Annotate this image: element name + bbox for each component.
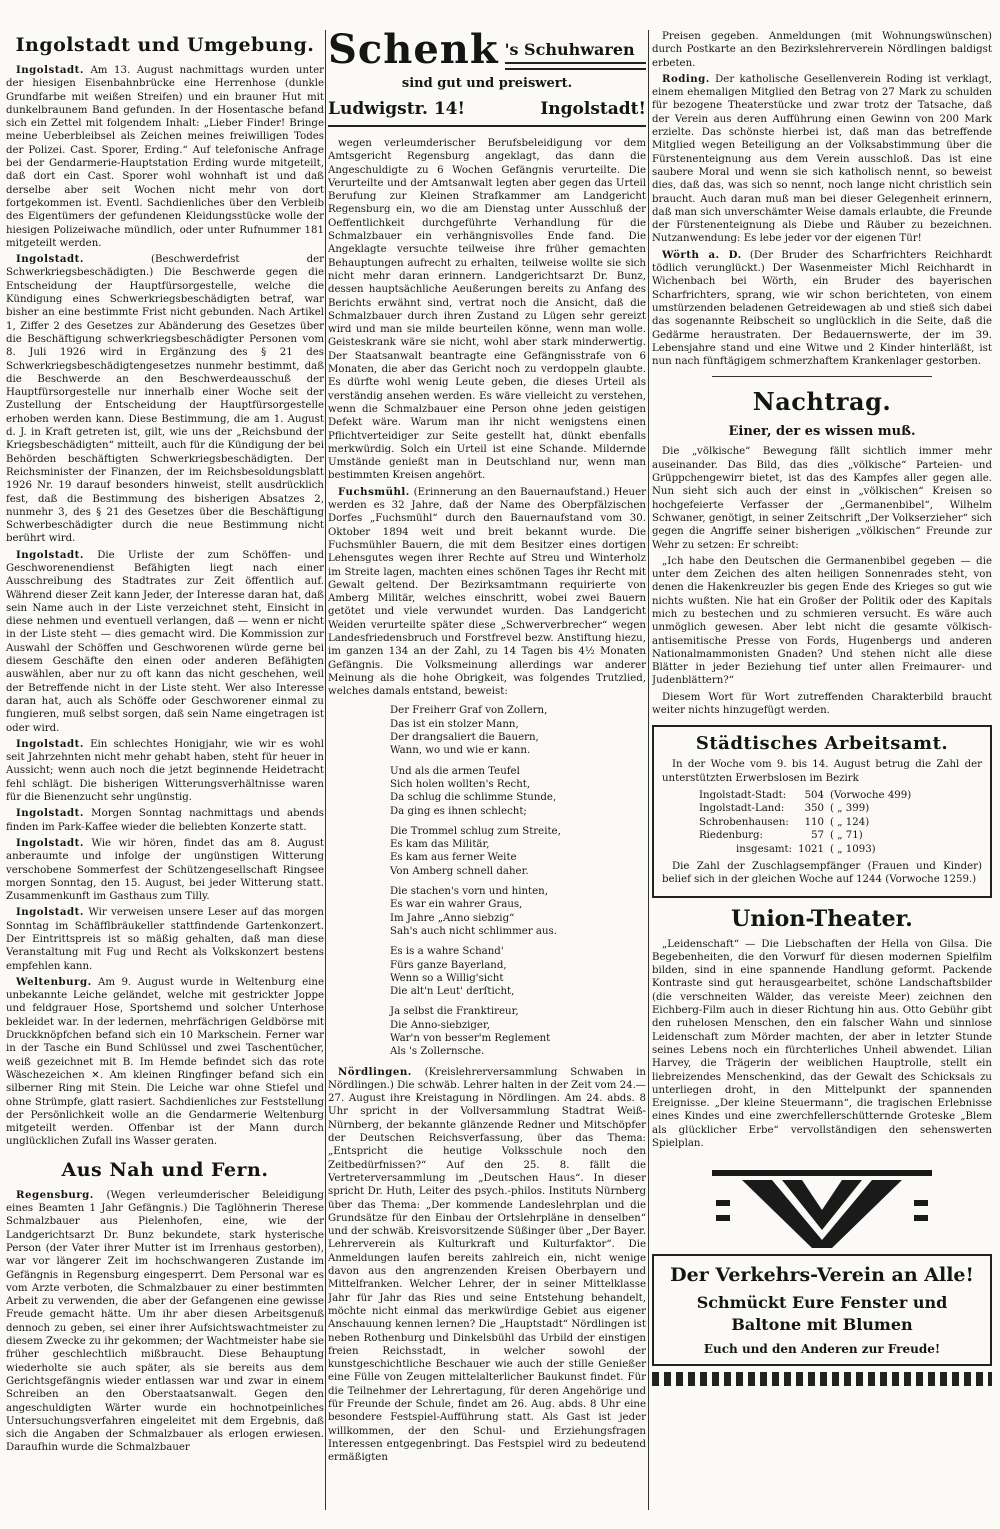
article-text: (Kreislehrerversammlung Schwaben in Nördlingen.) Die schwäb. Lehrer halten in der Zeit vom 24.—27. August ihre Kreistagung in Nördlingen. Am 24. abds. 8 Uhr spricht in der Vollversammlung Stadtrat Weiß-Nürnberg, der bekannte glänzende Redner und Mitschöpfer der Deutschen Reichsverfassung, über das Thema: „Entspricht die heutige Volksschule noch den Zeitbedürfnissen?“ Auf den 25. 8. fällt die Vertreterversammlung im „Deutschen Haus“. In dieser spricht Dr. Huth, Leiter des psych.-philos. Instituts Nürnberg über das Thema: „Der kommende Landeslehrplan und die Grundsätze für den Einbau der Ortslehrpläne in denselben“ und der schwäb. Kreisvorsitzende Süßinger über „Der Bayer. Lehrerverein als Kulturkraft und Kulturfaktor“. Die Anmeldungen laufen bereits zahlreich ein, nicht wenige davon aus den angrenzenden Kreisen Oberbayern und Mittelfranken. Welcher Lehrer, der in seiner Mittelklasse Jahr für Jahr das Ries und seine Entstehung behandelt, möchte nicht einmal das merkwürdige Gebiet aus eigener Anschauung kennen lernen? Die „Hauptstadt“ Nördlingen ist neben Rothenburg und Dinkelsbühl das Urbild der einstigen freien Reichsstadt, in welcher sowohl der kunstgeschichtliche Beschauer wie auch der stille Genießer eine Fülle von Zeugen mittelalterlicher Baukunst findet. Für die Teilnehmer der Lehrertagung, für deren Angehörige und für Freunde der Schule, findet am 26. Aug. abds. 8 Uhr eine besondere Festspiel-Aufführung statt. Als Gast ist jeder willkommen, der den Schul- und Erziehungsfragen Interessen entgegenbringt. Das Festspiel wird zu bedeutend ermäßigten	[328, 1066, 646, 1464]
table-cell-value: 350	[804, 803, 825, 815]
article-placename: Weltenburg.	[16, 975, 92, 988]
article-paragraph	[328, 137, 646, 483]
poem-stanza	[390, 945, 646, 998]
verein-line-4: Euch und den Anderen zur Freude!	[703, 1342, 941, 1357]
poem-line: War'n von besser'm Reglement	[390, 1033, 551, 1044]
article-placename: Wörth a. D.	[662, 248, 742, 261]
table-cell-label: Ingolstadt-Stadt:	[699, 789, 787, 801]
poem-stanza	[390, 765, 646, 818]
article-placename: Ingolstadt.	[16, 836, 84, 849]
table-cell-value: 110	[804, 816, 825, 828]
poem-line: Der Freiherr Graf von Zollern,	[390, 705, 548, 717]
poem-line: Es kam das Militär,	[390, 839, 490, 851]
article-text: Am 13. August nachmittags wurden unter der hiesigen Eisenbahnbrücke eine Herrenhose (dunkle Grundfarbe mit weißen Streifen) und ein brauner Hut mit dunkelbraunem Band gefunden. In der Hosentasche befand sich ein Zettel mit folgendem Inhalt: „Lieber Finder! Bringe meine Ueberbleibsel als Zeichen meines freiwilligen Todes der Polizei. Cast. Sporer, Erding.“ Auf telefonische Anfrage bei der Gendarmerie-Hauptstation Erding wurde mitgeteilt, daß dort ein Cast. Sporer wohl wohnhaft ist und daß derselbe aber seit Wochen nicht mehr von dort fortgekommen ist. Eventl. Sachdienliches über den Verbleib des Eigentümers der gefundenen Kleidungsstücke wolle der hiesigen Polizeiwache mündlich, oder unter Rufnummer 181 mitgeteilt werden.	[6, 65, 324, 249]
poem-line: Fürs ganze Bayerland,	[390, 959, 507, 971]
poem-stanza	[390, 704, 646, 757]
nachtrag-articles	[652, 445, 992, 717]
article-text: (Erinnerung an den Bauernaufstand.) Heuer werden es 32 Jahre, daß der Name des Oberpfälzischen Dorfes „Fuchsmühl“ durch den Bauernaufstand vom 30. Oktober 1894 weit und breit bekannt wurde. Die Fuchsmühler Bauern, die mit dem Besitzer eines dortigen Lehensgutes wegen ihrer Rechte auf Streu und Winterholz im Streite lagen, machten eines schönen Tages ihr Recht mit Gewalt geltend. Der Bezirksamtmann requirierte von Amberg Militär, welches einschritt, wobei zwei Bauern getötet und viele verwundet wurden. Das Landgericht Weiden verurteilte später diese „Schwerverbrecher“ wegen Landesfriedensbruch und Forstfrevel bezw. Anstiftung hiezu, im ganzen 134 an der Zahl, zu 14 Tagen bis 4½ Monaten Gefängnis. Die Volksmeinung allerdings war anderer Meinung als die hohe Obrigkeit, was folgendes Trutzlied, welches damals entstand, beweist:	[328, 486, 646, 698]
arbeitsamt-intro: In der Woche vom 9. bis 14. August betrug die Zahl der unterstützten Erwerbslosen im Bezirk	[662, 759, 982, 784]
verein-line-3: Baltone mit Blumen	[731, 1315, 913, 1335]
arbeitsamt-box	[652, 725, 992, 897]
article-paragraph	[6, 1189, 324, 1455]
article-placename: Ingolstadt.	[16, 548, 84, 561]
schenk-city: Ingolstadt!	[540, 99, 646, 119]
verkehrsverein-logo	[652, 1160, 992, 1250]
poem-line: Da ging es ihnen schlecht;	[390, 805, 527, 817]
poem-line: Der drangsaliert die Bauern,	[390, 732, 539, 744]
col2-articles	[328, 137, 646, 698]
poem-line: Von Amberg schnell daher.	[390, 865, 529, 877]
article-paragraph	[652, 30, 992, 70]
article-placename: Ingolstadt.	[16, 253, 84, 266]
poem-line: Im Jahre „Anno siebzig“	[390, 912, 515, 924]
article-paragraph	[6, 976, 324, 1149]
table-cell-prev: ( „ 124)	[830, 816, 870, 828]
heading-nah-fern: Aus Nah und Fern.	[61, 1158, 269, 1181]
table-cell-prev: (Vorwoche 499)	[830, 789, 912, 801]
schenk-brand: Schenk	[328, 30, 499, 73]
article-paragraph	[328, 1066, 646, 1465]
col2-articles-2	[328, 1066, 646, 1465]
schenk-slogan: sind gut und preiswert.	[401, 76, 573, 91]
nachtrag-subtitle: Einer, der es wissen muß.	[728, 424, 916, 440]
schenk-brand-suffix: 's Schuhwaren	[504, 40, 635, 59]
table-cell-value: 1021	[798, 843, 825, 855]
article-placename: Ingolstadt.	[16, 807, 84, 820]
poem-line: Die Trommel schlug zum Streite,	[390, 825, 561, 837]
verein-line-1: Der Verkehrs-Verein an Alle!	[670, 1264, 974, 1287]
article-paragraph	[6, 906, 324, 972]
column-2	[328, 30, 646, 1520]
article-text: Wir verweisen unsere Leser auf das morgen Sonntag im Schäfflbräukeller stattfindende Gartenkonzert. Der Eintrittspreis ist so mäßig gehalten, daß man diese Veranstaltung mit Fug und Recht als Volkskonzert bestens empfehlen kann.	[6, 907, 324, 972]
arbeitsamt-title: Städtisches Arbeitsamt.	[695, 733, 949, 755]
table-cell-value: 57	[811, 830, 825, 842]
article-text: Die Urliste der zum Schöffen- und Geschworenendienst Befähigten liegt nach einer Ausschreibung des Stadtrates zur Zeit öffentlich auf. Während dieser Zeit kann Jeder, der Interesse daran hat, daß sein Name auch in der Liste verzeichnet steht, Einsicht in diese nehmen und eventuell verlangen, daß — wenn er nicht in der Liste steht — dies gemacht wird. Die Kommission zur Auswahl der Schöffen und Geschworenen würde gerne bei diesem Geschäfte den einen oder anderen Befähigten auswählen, aber nur zu oft kann das nicht geschehen, weil der Betreffende nicht in der Liste steht. Wer also Interesse daran hat, auch als Schöffe oder Geschworener einmal zu fungieren, muß selbst sorgen, daß sein Name eingetragen ist oder wird.	[6, 549, 324, 734]
poem-line: Wann, wo und wie er kann.	[390, 745, 531, 757]
article-text: Wie wir hören, findet das am 8. August anberaumte und infolge der ungünstigen Witterung verschobene Sommerfest der Schützengesellschaft Ringsee morgen Sonntag, den 15. August, bei jeder Witterung statt. Zusammenkunft im Gasthaus zum Tilly.	[6, 837, 324, 903]
table-row	[696, 802, 914, 815]
article-paragraph	[652, 691, 992, 718]
article-placename: Ingolstadt.	[16, 737, 84, 750]
article-paragraph	[6, 837, 324, 903]
table-row	[696, 829, 914, 842]
union-theater-title: Union-Theater.	[731, 905, 913, 932]
article-placename: Fuchsmühl.	[338, 485, 410, 498]
poem-line: Als 's Zollernsche.	[390, 1046, 485, 1058]
poem-line: Wenn so a Willig'sicht	[390, 972, 504, 984]
union-theater-text: „Leidenschaft“ — Die Liebschaften der Hella von Gilsa. Die Begebenheiten, die den Vorwurf für diesen modernen Spielfilm bilden, sind in eine spannende Handlung geformt. Packende Kontraste sind gut herausgearbeitet, schöne Landschaftsbilder (die verschneiten Wälder, das vereiste Meer) zeichnen den Eichberg-Film auch in dieser Richtung hin aus. Otto Gebühr gibt den ruhelosen Menschen, den ein falscher Wahn und sinnlose Leidenschaft zum Mörder machten, der aber in letzter Stunde seines Lebens noch ein fürchterliches Unheil abwendet. Lilian Harvey, die Trägerin der weiblichen Hauptrolle, stellt ein liebreizendes Menschenkind, das der Gewalt des Schicksals zu unterliegen droht, in den Mittelpunkt der spannenden Ereignisse. „Der kleine Steuermann“, die tragischen Erlebnisse eines Kindes und eine zwerchfellerschütternde Groteske „Blem als glücklicher Erbe“ vervollständigen den sehenswerten Spielplan.	[652, 938, 992, 1150]
col1-articles	[6, 64, 324, 1149]
column-3	[652, 30, 992, 1520]
article-paragraph	[652, 555, 992, 688]
table-cell-prev: ( „ 399)	[830, 803, 870, 815]
table-cell-label: Riedenburg:	[699, 830, 763, 842]
table-cell-value: 504	[804, 789, 825, 801]
article-paragraph	[6, 64, 324, 250]
nachtrag-title: Nachtrag.	[752, 387, 892, 417]
schenk-advertisement	[328, 30, 646, 127]
col1-articles-2	[6, 1189, 324, 1455]
article-paragraph	[6, 549, 324, 735]
poem-line: Die alt'n Leut' derſticht,	[390, 986, 515, 998]
table-row	[696, 843, 914, 856]
article-text: (Beschwerdefrist der Schwerkriegsbeschädigten.) Die Beschwerde gegen die Entscheidung der Hauptfürsorgestelle, welche die Kündigung eines Schwerkriegsbeschädigten betraf, war bisher an eine bestimmte Frist nicht gebunden. Nach Artikel 1, Ziffer 2 des Gesetzes zur Abänderung des Gesetzes über die Beschäftigung schwerkriegsbeschädigter Personen vom 8. Juli 1926 wird in Ergänzung des § 21 des Schwerkriegsbeschädigtengesetzes nunmehr bestimmt, daß die Beschwerde an den Beschwerdeausschuß der Hauptfürsorgestelle nur innerhalb einer Woche seit der Zustellung der Entscheidung der Hauptfürsorgestelle erhoben werden kann. Diese Bestimmung, die am 1. August d. J. in Kraft getreten ist, gilt, wie uns der „Reichsbund der Kriegsbeschädigten“ mitteilt, auch für die Kündigung der bei Behörden beschäftigten Schwerkriegsbeschädigten. Der Reichsminister der Finanzen, der im Reichsbesoldungsblatt 1926 Nr. 19 darauf besonders hinweist, stellt ausdrücklich fest, daß die Bestimmung des bisherigen Absatzes 2, nunmehr 3, des § 21 des Gesetzes über die Beschäftigung Schwerbeschädigter durch die neue Bestimmung nicht berührt wird.	[6, 254, 324, 545]
table-row	[696, 816, 914, 829]
article-paragraph	[652, 73, 992, 246]
table-cell-label: Ingolstadt-Land:	[699, 803, 785, 815]
poem-stanza	[390, 1005, 646, 1058]
article-placename: Regensburg.	[16, 1188, 94, 1201]
verkehrsverein-ad	[652, 1254, 992, 1366]
poem-stanza	[390, 885, 646, 938]
article-paragraph	[328, 486, 646, 699]
poem-line: Die Anno-siebziger,	[390, 1019, 490, 1031]
column-rule-right	[648, 30, 649, 1510]
article-text: Morgen Sonntag nachmittags und abends finden im Park-Kaffee wieder die beliebten Konzerte statt.	[6, 808, 324, 833]
poem-stanza	[390, 825, 646, 878]
poem-line: Sah's auch nicht schlimmer aus.	[390, 925, 558, 937]
verein-line-2: Schmückt Eure Fenster und	[696, 1293, 948, 1313]
article-placename: Ingolstadt.	[16, 64, 84, 76]
poem-line: Es kam aus ferner Weite	[390, 852, 517, 864]
poem-line: Es war ein wahrer Graus,	[390, 899, 523, 911]
arbeitsamt-outro: Die Zahl der Zuschlagsempfänger (Frauen und Kinder) belief sich in der gleichen Woche auf 1244 (Vorwoche 1259.)	[662, 860, 982, 886]
article-paragraph	[6, 807, 324, 834]
poem-line: Ja selbst die Franktireur,	[390, 1006, 519, 1018]
article-placename: Ingolstadt.	[16, 906, 84, 919]
article-paragraph	[6, 253, 324, 546]
article-text: wegen verleumderischer Berufsbeleidigung vor dem Amtsgericht Regensburg angeklagt, das dann die Angeschuldigte zu 6 Wochen Gefängnis verurteilte. Die Verurteilte und der Amtsanwalt legten aber gegen das Urteil Berufung zur Kleinen Strafkammer am Landgericht Regensburg ein, wo die am Dienstag unter Ausschluß der Oeffentlichkeit durchgeführte Verhandlung für die Schmalzbauer ein verhängnisvolles Ende fand. Die Angeklagte versuchte teilweise ihre früher gemachten Behauptungen aufrecht zu erhalten, teilweise wollte sie sich nicht mehr daran erinnern. Landgerichtsarzt Dr. Bunz, dessen hauptsächliche Aeußerungen bereits zu Anfang des Berichts erwähnt sind, vertrat noch die Ansicht, daß die Schmalzbauer durch ihren Zustand zu Lügen sehr gereizt wird und man sie milde beurteilen könne, wenn man wolle. Geisteskrank wäre sie nicht, wohl aber stark minderwertig. Der Staatsanwalt beantragte eine Gefängnisstrafe von 6 Monaten, die aber das Gericht noch zu verdoppeln glaubte. Es dürfte wohl wenig Leute geben, die dieses Urteil als verständig ansehen werden. Es wäre vielleicht zu verstehen, wenn die Schmalzbauer eine Person ohne jeden geistigen Defekt wäre. Warum man ihr nicht wenigstens einen Pflichtverteidiger zur Seite gestellt hat, dünkt ebenfalls merkwürdig. Solch ein Urteil ist eine Schande. Mildernde Umstände genießt man in Deutschland nur, wenn man bestimmten Kreisen angehört.	[328, 138, 646, 482]
vv-emblem-icon	[702, 1160, 942, 1250]
article-text: Diesem Wort für Wort zutreffenden Charakterbild braucht weiter nichts hinzugefügt werden.	[652, 691, 992, 717]
article-text: (Wegen verleumderischer Beleidigung eines Beamten 1 Jahr Gefängnis.) Die Taglöhnerin Therese Schmalzbauer aus Pielenhofen, eine, wie der Landgerichtsarzt Dr. Bunz bekundete, stark hysterische Person (der Vater ihrer Mutter ist im Irrenhaus gestorben), war vor längerer Zeit im hochschwangeren Zustande im Gefängnis in Regensburg eingesperrt. Dem Personal war es vom Arzte verboten, die Schmalzbauer zu einer bestimmten Arbeit zu verwenden, die aber der Gefangenen eine gewisse Freude gemacht hätte. Um ihr aber diesen Arbeitsgenuß dennoch zu geben, sei einer ihrer Aufsichtswachtmeister zu diesem Zwecke zu ihr gekommen; der Wachtmeister habe sie früher geschlechtlich mißbraucht. Diese Behauptung wiederholte sie auch später, als sie bereits aus dem Gerichtsgefängnis wieder entlassen war und zwar in einem Schreiben an den Oberstaatsanwalt. Gegen den angeschuldigten Wärter wurde ein hochnotpeinliches Untersuchungsverfahren eingeleitet mit dem Ergebnis, daß sich die Angaben der Schmalzbauer als erlogen erwiesen. Daraufhin wurde die Schmalzbauer	[6, 1189, 324, 1454]
poem-line: Das ist ein stolzer Mann,	[390, 718, 519, 730]
column-rule-left	[325, 30, 326, 1510]
trutzlied-poem	[390, 704, 646, 1058]
article-text: Die „völkische“ Bewegung fällt sichtlich immer mehr auseinander. Das Bild, das dies „völkische“ Parteien- und Grüppchengewirr bietet, ist das des Kampfes aller gegen alle. Nun sieht sich auch der einst in „völkischen“ Kreisen so hochgefeierte Verfasser der „Germanenbibel“, Wilhelm Schwaner, genötigt, in seiner Zeitschrift „Der Volkserzieher“ sich gegen die Angriffe seiner bisherigen „völkischen“ Freunde zur Wehr zu setzen: Er schreibt:	[652, 446, 992, 551]
table-cell-prev: ( „ 1093)	[830, 843, 876, 855]
poem-line: Es is a wahre Schand'	[390, 946, 504, 958]
heading-ingolstadt: Ingolstadt und Umgebung.	[15, 34, 315, 56]
table-cell-label: insgesamt:	[736, 843, 793, 855]
poem-line: Da schlug die schlimme Stunde,	[390, 792, 557, 804]
article-text: „Ich habe den Deutschen die Germanenbibel gegeben — die unter dem Zeichen des alten heiligen Sonnenrades steht, von denen die Hakenkreuzler bis gegen Ende des Krieges so gut wie nichts wußten. Nie hat ein Großer der Politik oder des Kapitals mich zu bestechen und zu schmieren versucht. Es wäre auch unmöglich gewesen. Aber lebt nicht die gesamte völkisch-antisemitische Presse von Fords, Hugenbergs und anderen Nationalmammonisten Gnaden? Und stehen nicht alle diese Blätter in jeder Beziehung tief unter allen Freimaurer- und Judenblättern?“	[652, 555, 992, 687]
article-paragraph	[652, 249, 992, 369]
column-1	[6, 30, 324, 1520]
arbeitsamt-table	[696, 789, 914, 856]
ornament-border	[652, 1372, 992, 1386]
poem-line: Und als die armen Teufel	[390, 765, 520, 777]
table-cell-prev: ( „ 71)	[830, 830, 863, 842]
article-text: Preisen gegeben. Anmeldungen (mit Wohnungswünschen) durch Postkarte an den Bezirkslehrerverein Nördlingen baldigst erbeten.	[652, 31, 992, 69]
article-placename: Roding.	[662, 72, 710, 85]
poem-line: Sich holen wollten's Recht,	[390, 778, 531, 790]
poem-line: Die stachen's vorn und hinten,	[390, 886, 548, 898]
article-paragraph	[6, 738, 324, 804]
article-text: Am 9. August wurde in Weltenburg eine unbekannte Leiche geländet, welche mit gestrickter Joppe und feldgrauer Hose, Sportshemd und solcher Unterhose bekleidet war. In der ledernen, mehrfächrigen Geldbörse mit Druckknöpfchen befand sich ein 10 Markschein. Ferner war in der Tasche ein Bund Schlüssel und zwei Taschentücher, weiß gezeichnet mit B. Im Hemde befindet sich das rote Wäschezeichen ✕. Am kleinen Ringfinger befand sich ein silberner Ring mit Stein. Die Leiche war ohne Stiefel und ohne Strümpfe, glatt rasiert. Sachdienliches zur Feststellung der Persönlichkeit wolle an die Gendarmerie Weltenburg mitgeteilt werden. Offenbar ist der Mann durch unglücklichen Zufall ins Wasser geraten.	[6, 976, 324, 1148]
article-text: Der katholische Gesellenverein Roding ist verklagt, einem ehemaligen Mitglied den Betrag von 27 Mark zu schulden für bezogene Theaterstücke und zwar trotz der Tatsache, daß der Verein aus deren Aufführung einen Gewinn von 200 Mark erzielte. Das schönste hierbei ist, daß man das betreffende Mitglied wegen Beteiligung an der Volksabstimmung über die Fürstenenteignung aus dem Verein ausschloß. Das ist eine saubere Moral und wenn sie sich katholisch nennt, so beweist dies, daß das, was sich so nennt, noch lange nicht christlich sein braucht. Auch daran muß man bei dieser Gelegenheit erinnern, daß man sich unverschämter Weise damals erlaubte, die Freunde der Fürstenenteignung als Diebe und Räuber zu bezeichnen. Nutzanwendung: Es lebe jeder vor der eigenen Tür!	[652, 73, 992, 245]
article-paragraph	[652, 445, 992, 551]
table-row	[696, 789, 914, 802]
table-cell-label: Schrobenhausen:	[699, 816, 789, 828]
schenk-underline	[505, 62, 646, 70]
schenk-street: Ludwigstr. 14!	[328, 99, 465, 119]
article-text: Ein schlechtes Honigjahr, wie wir es wohl seit Jahrzehnten nicht mehr gehabt haben, steht für heuer in Aussicht; wenn auch noch die jetzt beginnende Heidetracht fehl schlägt. Die bisherigen Witterungsverhältnisse waren für die Bienenzucht sehr ungünstig.	[6, 738, 324, 804]
separator	[712, 376, 932, 377]
col3-articles	[652, 30, 992, 368]
article-placename: Nördlingen.	[338, 1065, 412, 1078]
article-text: (Der Bruder des Scharfrichters Reichhardt tödlich verunglückt.) Der Wasenmeister Michl Reichhardt in Wichenbach bei Wörth, ein Bruder des bayerischen Scharfrichters, sprang, wie wir schon berichteten, von einem umstürzenden beladenen Getreidewagen ab und stieß sich dabei das sogenannte Reibscheit so unglücklich in die Seite, daß die Gedärme heraustraten. Der Bedauernswerte, der im 39. Lebensjahre stand und eine Witwe und 2 Kinder hinterläßt, ist nun nach fünftägigem schmerzhaftem Krankenlager gestorben.	[652, 249, 992, 368]
